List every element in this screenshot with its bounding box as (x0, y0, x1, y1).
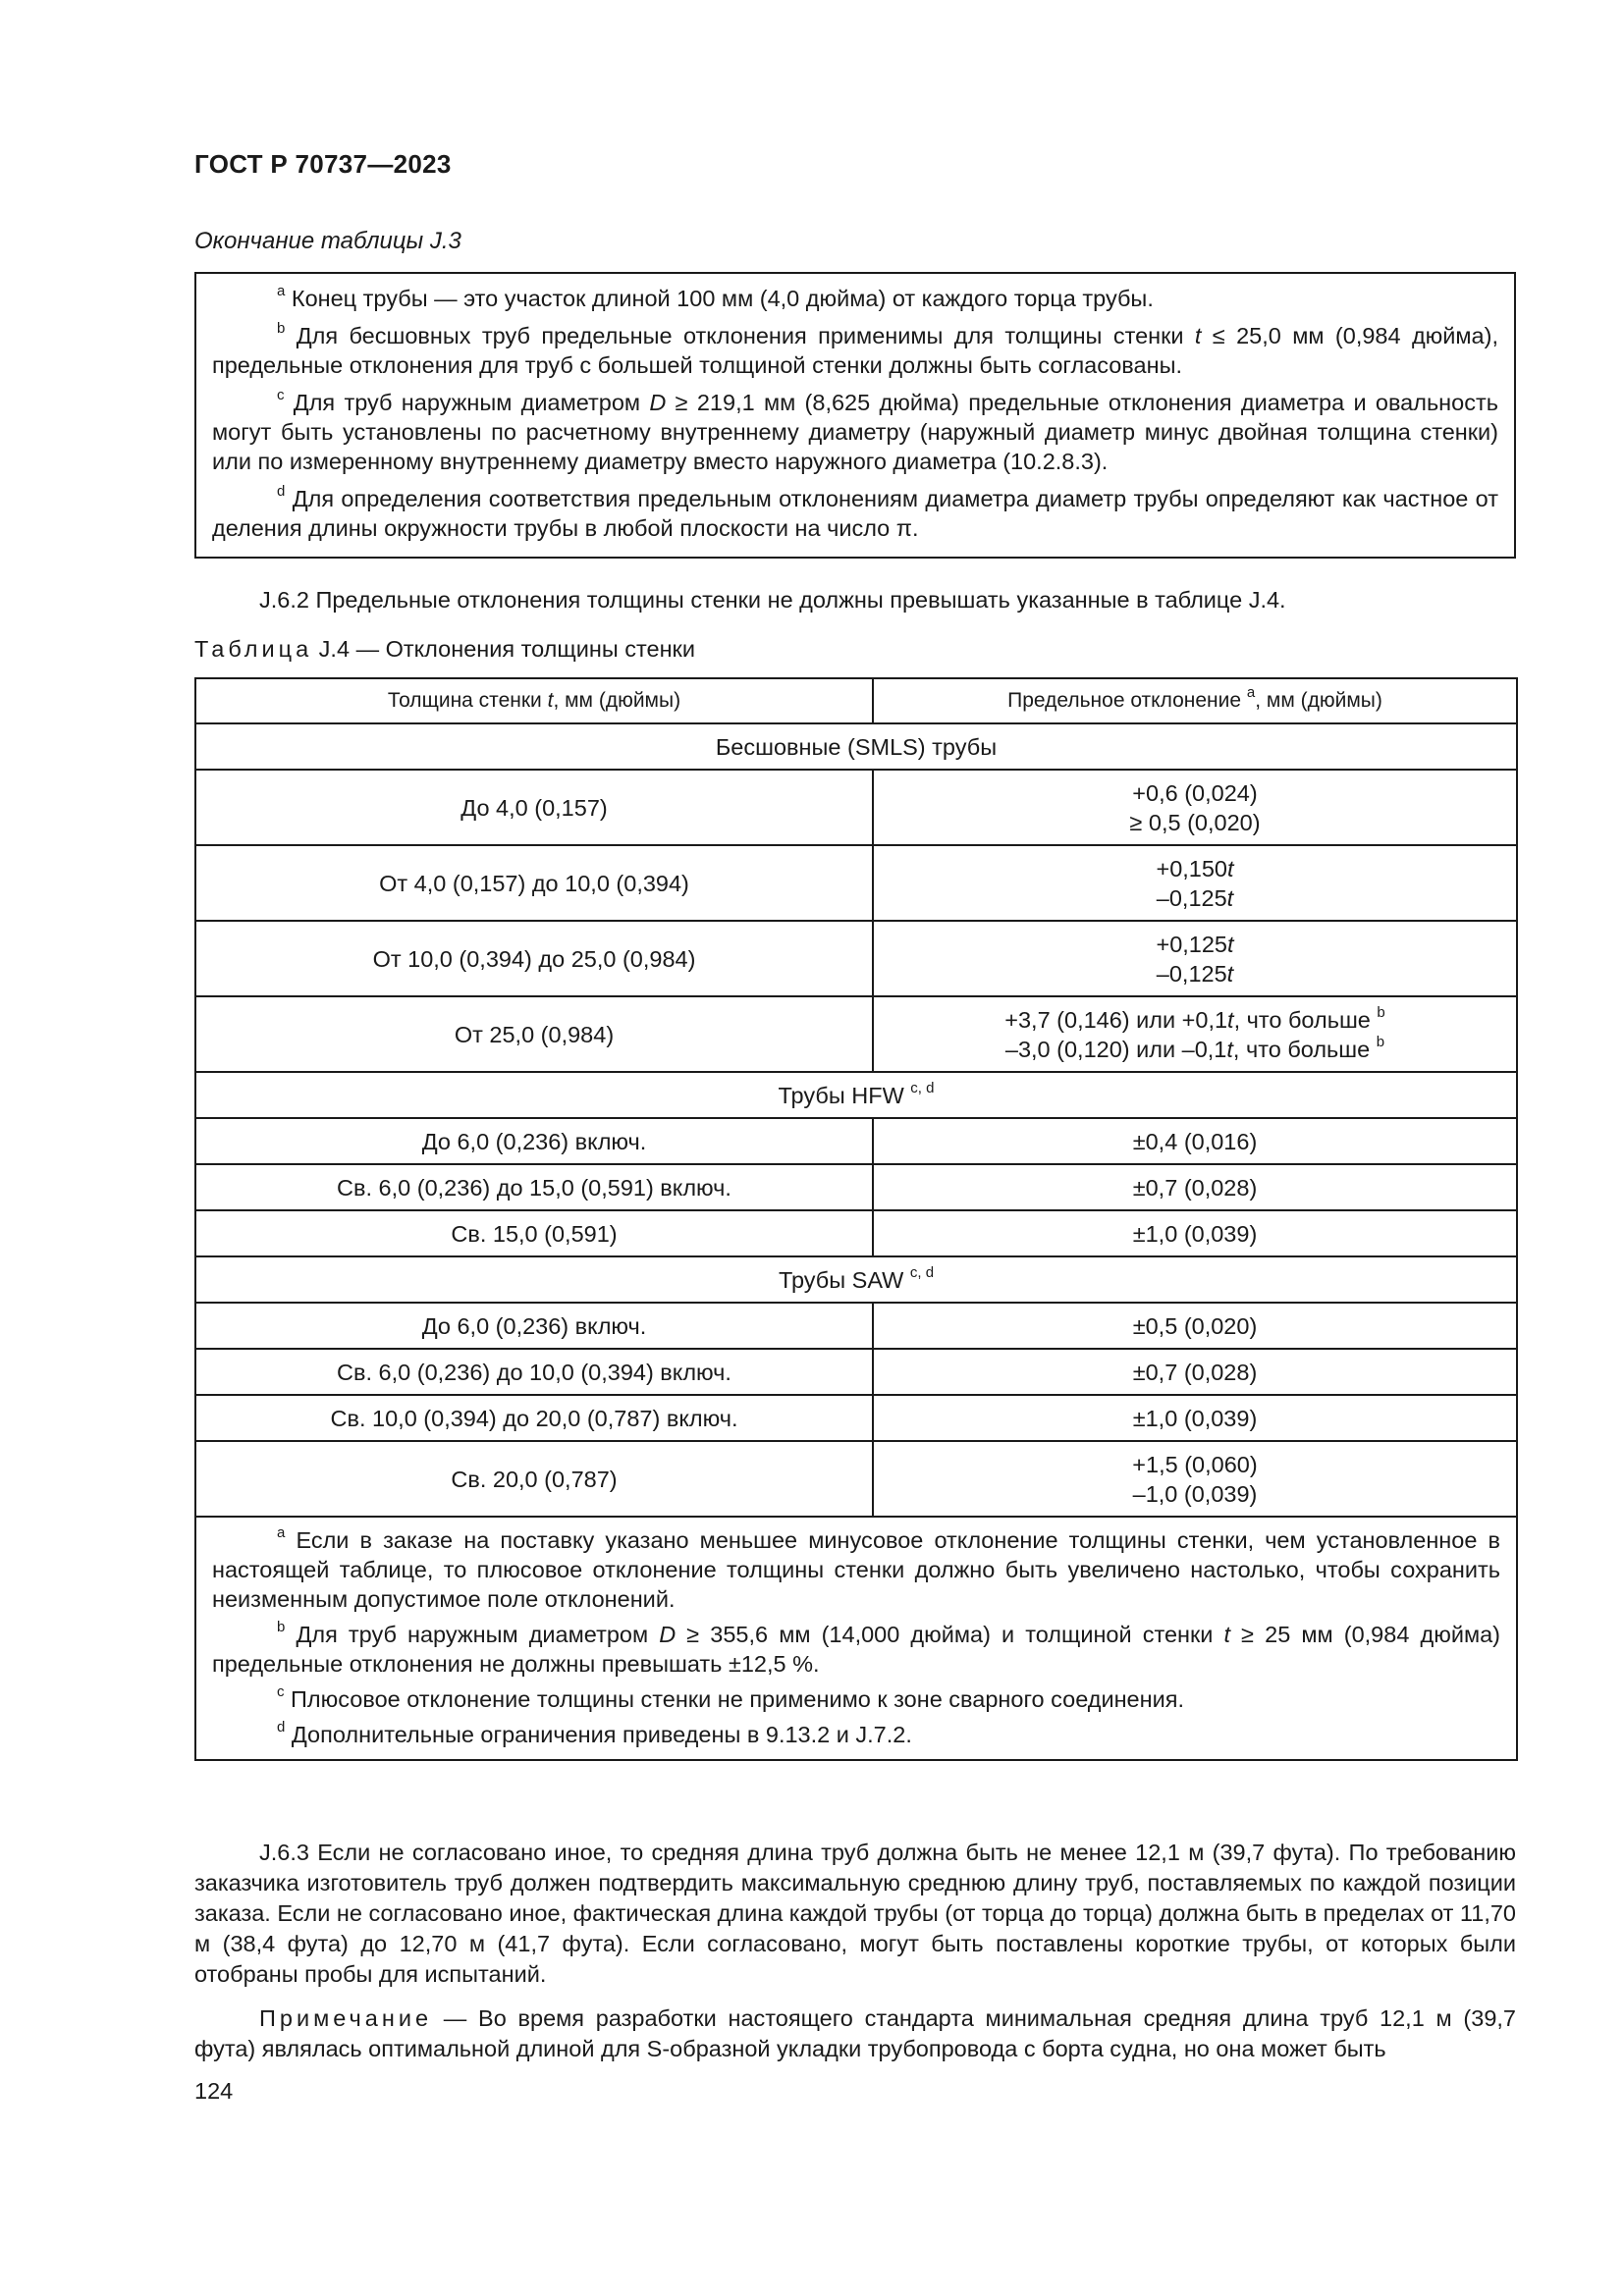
table-section-row (195, 1256, 1517, 1303)
thickness-cell: Св. 10,0 (0,394) до 20,0 (0,787) включ. (195, 1395, 873, 1441)
thickness-cell: Св. 15,0 (0,591) (195, 1210, 873, 1256)
thickness-cell: До 6,0 (0,236) включ. (195, 1303, 873, 1349)
paragraph-j62 (194, 585, 1516, 615)
deviation-line-2: –0,125t (1156, 960, 1234, 987)
deviation-cell (873, 1164, 1517, 1210)
deviation-cell (873, 1349, 1517, 1395)
table-section-title: Трубы HFW $^{c, d}$ (195, 1072, 1517, 1118)
deviation-line-1: ±0,5 (0,020) (1132, 1312, 1258, 1339)
table-row (195, 1395, 1517, 1441)
section-footnote-ref: c, d (910, 1079, 935, 1096)
col-header-thickness-a: Толщина стенки (387, 689, 548, 712)
deviation-cell (873, 770, 1517, 845)
table-j3-footnote-text: Для определения соответствия предельным отклонениям диаметра диаметр трубы определяют как частное от деления длины окружности трубы в любой плоскости на число π. (212, 486, 1499, 541)
table-j4-caption (194, 636, 695, 663)
table-j3-footnote-b (212, 321, 1498, 380)
table-j3-footnote-mark: d (277, 483, 286, 501)
note-paragraph (194, 2003, 1516, 2064)
thickness-cell: Св. 20,0 (0,787) (195, 1441, 873, 1517)
thickness-cell: До 6,0 (0,236) включ. (195, 1118, 873, 1164)
table-j4-caption-rest: J.4 — Отклонения толщины стенки (312, 636, 695, 662)
footnote-ref: b (1376, 1033, 1385, 1050)
table-j3-footnote-mark: b (277, 320, 286, 338)
deviation-cell (873, 1441, 1517, 1517)
note-body: — Во время разработки настоящего стандарта минимальная средняя длина труб 12,1 м (39,7 фута) являлась оптимальной длиной для S-образной укладки трубопровода с борта судна, но она может быть (194, 2005, 1516, 2061)
thickness-cell: От 25,0 (0,984) (195, 996, 873, 1072)
table-row (195, 1118, 1517, 1164)
table-row (195, 845, 1517, 921)
table-section-row (195, 1072, 1517, 1118)
table-word: Таблица (194, 636, 313, 662)
table-j3-footnote-mark: c (277, 387, 285, 404)
section-footnote-ref: c, d (909, 1263, 935, 1281)
deviation-cell (873, 996, 1517, 1072)
table-j4-footnotes (195, 1517, 1517, 1760)
page-number: 124 (194, 2078, 234, 2104)
deviation-line-2: ≥ 0,5 (0,020) (1129, 809, 1261, 835)
table-j3-footnotes (194, 272, 1516, 559)
table-row (195, 1210, 1517, 1256)
paragraph-j63-text: J.6.3 Если не согласовано иное, то средняя длина труб должна быть не менее 12,1 м (39,7 фута). По требованию заказчика изготовитель труб должен подтвердить максимальную среднюю длину труб, поставляемых по каждой позиции заказа. Если не согласовано иное, фактическая длина каждой трубы (от торца до торца) должна быть в пределах от 11,70 м (38,4 фута) до 12,70 м (41,7 фута). Если согласовано, могут быть поставлены короткие трубы, от которых были отобраны пробы для испытаний. (194, 1840, 1516, 1987)
paragraph-j62-text: J.6.2 Предельные отклонения толщины стенки не должны превышать указанные в таблице J.4. (259, 587, 1286, 613)
deviation-line-1: +0,150t (1156, 855, 1234, 881)
note-label: Примечание (259, 2005, 433, 2031)
table-j4-footnote-d (212, 1720, 1500, 1749)
table-header-row (195, 678, 1517, 723)
table-row (195, 1164, 1517, 1210)
table-j4 (194, 677, 1518, 1761)
table-j4-footnote-a (212, 1525, 1500, 1614)
table-j4-footnote-text: Если в заказе на поставку указано меньшее минусовое отклонение толщины стенки, чем установленное в настоящей таблице, то плюсовое отклонение толщины стенки должно быть увеличено настолько, чтобы сохранить неизменным допустимое поле отклонений. (212, 1527, 1500, 1612)
deviation-cell (873, 921, 1517, 996)
paragraph-j63 (194, 1838, 1516, 1990)
table-j4-footnote-mark: d (277, 1719, 286, 1736)
thickness-cell: От 4,0 (0,157) до 10,0 (0,394) (195, 845, 873, 921)
table-j4-footnote-text: Дополнительные ограничения приведены в 9.13.2 и J.7.2. (291, 1722, 912, 1747)
deviation-line-1: +3,7 (0,146) или +0,1t, что больше $^b$ (1004, 1003, 1385, 1033)
deviation-line-1: +0,125t (1156, 931, 1234, 957)
col-header-deviation (873, 678, 1517, 723)
table-j4-footnote-mark: a (277, 1524, 286, 1542)
col-header-thickness-var: t (547, 689, 554, 712)
col-header-thickness (195, 678, 873, 723)
table-j4-footnote-mark: b (277, 1619, 286, 1636)
thickness-cell: Св. 6,0 (0,236) до 15,0 (0,591) включ. (195, 1164, 873, 1210)
table-j4-footnote-text: Плюсовое отклонение толщины стенки не применимо к зоне сварного соединения. (291, 1686, 1184, 1712)
deviation-cell (873, 1210, 1517, 1256)
deviation-cell (873, 1303, 1517, 1349)
table-j3-footnote-d (212, 484, 1498, 543)
table-row (195, 770, 1517, 845)
table-j3-footnote-text: Для труб наружным диаметром D ≥ 219,1 мм (8,625 дюйма) предельные отклонения диаметра и овальность могут быть установлены по расчетному внутреннему диаметру (наружный диаметр минус двойная толщина стенки) или по измеренному внутреннему диаметру вместо наружного диаметра (10.2.8.3). (212, 390, 1498, 474)
table-section-row (195, 723, 1517, 770)
deviation-cell (873, 845, 1517, 921)
deviation-line-1: +0,6 (0,024) (1132, 779, 1258, 806)
table-j3-footnote-text: Конец трубы — это участок длиной 100 мм (4,0 дюйма) от каждого торца трубы. (291, 286, 1154, 311)
footnote-ref: b (1377, 1003, 1385, 1021)
table-j3-footnote-c (212, 388, 1498, 476)
deviation-line-1: +1,5 (0,060) (1132, 1451, 1258, 1477)
deviation-line-2: –1,0 (0,039) (1132, 1480, 1258, 1507)
table-j4-footnote-b (212, 1620, 1500, 1679)
table-j4-footnote-c (212, 1684, 1500, 1714)
table-j3-footnote-a (212, 284, 1498, 313)
table-j4-footnote-text: Для труб наружным диаметром D ≥ 355,6 мм (14,000 дюйма) и толщиной стенки t ≥ 25 мм (0,984 дюйма) предельные отклонения не должны превышать ±12,5 %. (212, 1622, 1500, 1677)
thickness-cell: До 4,0 (0,157) (195, 770, 873, 845)
col-header-deviation-b: , мм (дюймы) (1255, 689, 1382, 712)
deviation-cell (873, 1395, 1517, 1441)
table-j3-footnote-mark: a (277, 283, 286, 300)
table-j3-continuation-caption: Окончание таблицы J.3 (194, 228, 461, 254)
col-header-deviation-a: Предельное отклонение (1007, 689, 1247, 712)
deviation-cell (873, 1118, 1517, 1164)
deviation-line-1: ±0,4 (0,016) (1132, 1128, 1258, 1154)
col-header-thickness-b: , мм (дюймы) (553, 689, 681, 712)
table-j4-footnote-mark: c (277, 1683, 285, 1701)
note-text (194, 2003, 1516, 2064)
document-title: ГОСТ Р 70737—2023 (194, 149, 452, 179)
col-header-deviation-sup: a (1246, 684, 1256, 701)
table-section-title: Бесшовные (SMLS) трубы (195, 723, 1517, 770)
table-j3-footnote-text: Для бесшовных труб предельные отклонения применимы для толщины стенки t ≤ 25,0 мм (0,984 дюйма), предельные отклонения для труб с большей толщиной стенки должны быть согласованы. (212, 323, 1498, 378)
table-section-title: Трубы SAW $^{c, d}$ (195, 1256, 1517, 1303)
table-row (195, 1441, 1517, 1517)
thickness-cell: От 10,0 (0,394) до 25,0 (0,984) (195, 921, 873, 996)
deviation-line-1: ±0,7 (0,028) (1132, 1174, 1258, 1201)
deviation-line-2: –0,125t (1156, 884, 1234, 911)
deviation-line-2: –3,0 (0,120) или –0,1t, что больше $^b$ (1004, 1033, 1385, 1062)
table-row (195, 1349, 1517, 1395)
deviation-line-1: ±1,0 (0,039) (1132, 1405, 1258, 1431)
table-footnotes-row (195, 1517, 1517, 1760)
table-row (195, 996, 1517, 1072)
deviation-line-1: ±1,0 (0,039) (1132, 1220, 1258, 1247)
table-row (195, 921, 1517, 996)
table-row (195, 1303, 1517, 1349)
deviation-line-1: ±0,7 (0,028) (1132, 1359, 1258, 1385)
thickness-cell: Св. 6,0 (0,236) до 10,0 (0,394) включ. (195, 1349, 873, 1395)
